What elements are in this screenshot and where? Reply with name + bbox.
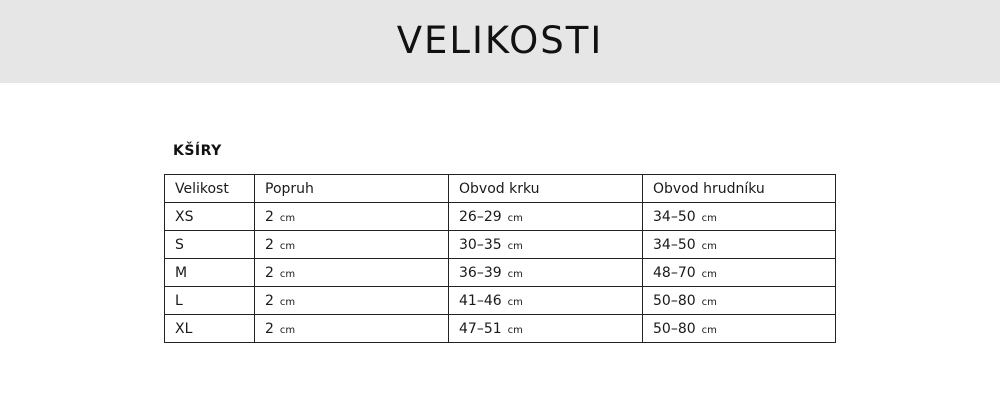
table-row: [165, 203, 836, 231]
cell-value: 2: [265, 236, 274, 253]
cell-chest: [643, 259, 836, 287]
cell-value: 34–50: [653, 208, 696, 225]
unit-label: cm: [279, 324, 296, 336]
unit-label: cm: [507, 296, 523, 308]
cell-strap: [255, 287, 449, 315]
cell-neck: [449, 287, 643, 315]
cell-value: 2: [265, 320, 274, 337]
unit-label: cm: [507, 324, 523, 336]
cell-size: L: [165, 287, 255, 315]
cell-value: 2: [265, 292, 274, 309]
cell-value: 48–70: [653, 264, 696, 281]
cell-chest: [643, 231, 836, 259]
column-header-strap: Popruh: [255, 175, 449, 203]
cell-chest: [643, 315, 836, 343]
unit-label: cm: [701, 268, 717, 280]
cell-strap: [255, 231, 449, 259]
table-row: [165, 259, 836, 287]
unit-label: cm: [701, 212, 717, 224]
cell-value: 30–35: [459, 236, 502, 253]
cell-value: 41–46: [459, 292, 502, 309]
cell-value: 50–80: [653, 320, 696, 337]
unit-label: cm: [279, 296, 296, 308]
unit-label: cm: [279, 240, 296, 252]
unit-label: cm: [279, 212, 296, 224]
table-row: [165, 231, 836, 259]
cell-strap: [255, 259, 449, 287]
unit-label: cm: [701, 296, 717, 308]
cell-chest: [643, 203, 836, 231]
cell-value: 26–29: [459, 208, 502, 225]
section-title: KŠÍRY: [173, 143, 222, 159]
unit-label: cm: [701, 240, 717, 252]
table-row: [165, 287, 836, 315]
cell-size: S: [165, 231, 255, 259]
unit-label: cm: [279, 268, 296, 280]
cell-size: XL: [165, 315, 255, 343]
table-row: [165, 315, 836, 343]
cell-neck: [449, 203, 643, 231]
cell-size: XS: [165, 203, 255, 231]
cell-chest: [643, 287, 836, 315]
unit-label: cm: [507, 240, 523, 252]
table-header-row: [165, 175, 836, 203]
column-header-size: Velikost: [165, 175, 255, 203]
cell-value: 2: [265, 208, 274, 225]
cell-value: 50–80: [653, 292, 696, 309]
cell-value: 36–39: [459, 264, 502, 281]
column-header-chest: Obvod hrudníku: [643, 175, 836, 203]
cell-size: M: [165, 259, 255, 287]
cell-value: 47–51: [459, 320, 502, 337]
unit-label: cm: [507, 212, 523, 224]
page-title: VELIKOSTI: [396, 19, 604, 62]
cell-neck: [449, 259, 643, 287]
unit-label: cm: [701, 324, 717, 336]
cell-strap: [255, 203, 449, 231]
size-table: [164, 174, 836, 343]
unit-label: cm: [507, 268, 523, 280]
cell-neck: [449, 315, 643, 343]
cell-value: 2: [265, 264, 274, 281]
cell-neck: [449, 231, 643, 259]
cell-value: 34–50: [653, 236, 696, 253]
column-header-neck: Obvod krku: [449, 175, 643, 203]
cell-strap: [255, 315, 449, 343]
